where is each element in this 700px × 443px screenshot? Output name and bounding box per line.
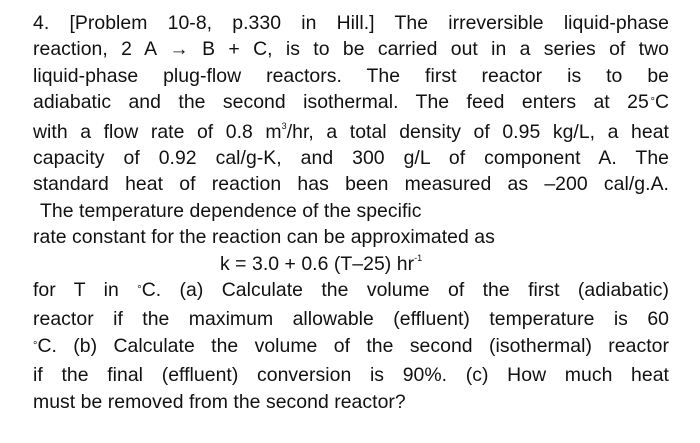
text-line-15: must be removed from the second reactor?: [33, 390, 406, 413]
text-line-4: [33, 89, 669, 118]
text-line-5-tail: /hr, a total density of 0.95 kg/L, a heat: [286, 120, 669, 143]
rate-constant-formula: [33, 251, 669, 277]
text-line-11-tail: C. (a) Calculate the volume of the first (adiabatic): [141, 279, 669, 302]
degree-symbol: °: [650, 96, 655, 109]
text-line-12: reactor if the maximum allowable (effluent) temperature is 60: [33, 308, 669, 331]
superscript-inverse: -1: [414, 253, 423, 264]
formula-text: k = 3.0 + 0.6 (T–25) hr: [220, 252, 415, 275]
problem-text: [33, 10, 669, 415]
text-line-4-main: adiabatic and the second isothermal. The feed enters at 25: [33, 91, 649, 114]
degree-symbol: °: [137, 284, 142, 297]
degree-symbol: °: [33, 339, 38, 352]
text-line-14: if the final (effluent) conversion is 90%. (c) How much heat: [33, 364, 669, 387]
text-line-5: [33, 119, 669, 145]
text-line-5-main: with a flow rate of 0.8 m: [33, 120, 282, 143]
superscript-cubed: 3: [281, 121, 287, 132]
text-line-8: The temperature dependence of the specific: [40, 199, 422, 222]
text-line-13: [33, 333, 669, 362]
text-line-1: 4. [Problem 10-8, p.330 in Hill.] The irreversible liquid-phase: [33, 12, 669, 34]
text-line-6: capacity of 0.92 cal/g-K, and 300 g/L of component A. The: [33, 147, 669, 170]
text-line-3: liquid-phase plug-flow reactors. The first reactor is to be: [33, 64, 669, 87]
text-line-11-main: for T in: [33, 279, 138, 302]
text-line-11: [33, 277, 669, 306]
text-line-4-unit: C: [654, 91, 669, 114]
text-line-9: rate constant for the reaction can be approximated as: [33, 226, 495, 249]
text-line-7: standard heat of reaction has been measured as –200 cal/g.A.: [33, 173, 669, 196]
text-line-2: reaction, 2 A → B + C, is to be carried out in a series of two: [33, 38, 669, 61]
text-line-13-main: C. (b) Calculate the volume of the second (isothermal) reactor: [37, 334, 669, 357]
